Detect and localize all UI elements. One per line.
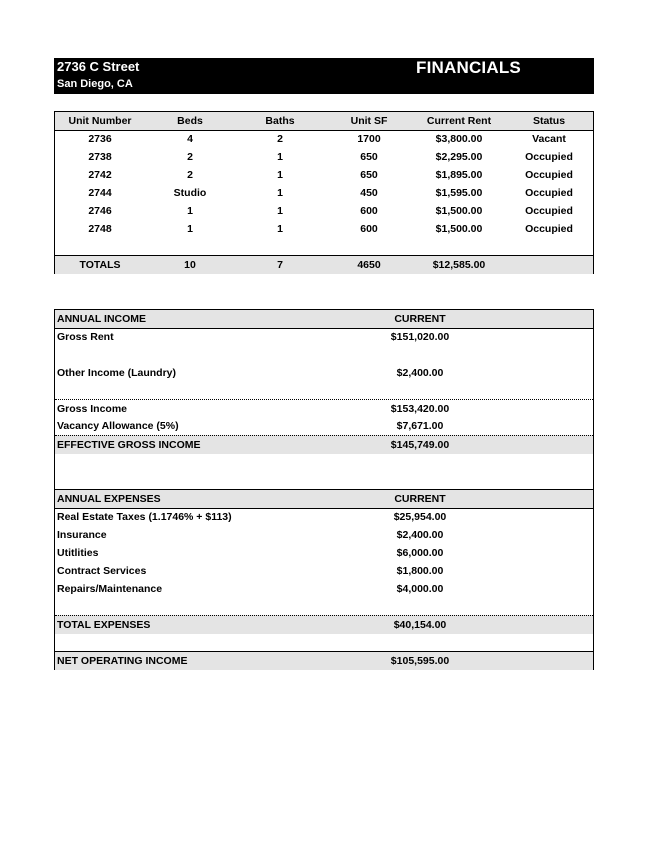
expense-label: Contract Services (57, 565, 147, 577)
expense-value: $2,400.00 (396, 529, 444, 541)
unit-beds: 2 (187, 151, 193, 163)
gross-income-row (55, 399, 593, 418)
total-expenses-value: $40,154.00 (393, 619, 447, 631)
total-expenses-row (55, 615, 593, 634)
unit-baths: 1 (277, 151, 283, 163)
gross-rent-row (55, 328, 593, 346)
unit-rent: $3,800.00 (435, 133, 483, 145)
expense-label: Real Estate Taxes (1.1746% + $113) (57, 511, 232, 523)
table-row (55, 220, 593, 238)
unit-number: 2738 (88, 151, 112, 163)
other-income-row (55, 364, 593, 382)
gross-rent-value: $151,020.00 (390, 331, 450, 343)
income-current-label: CURRENT (394, 313, 446, 325)
unit-table-header (55, 112, 593, 131)
expense-row (55, 508, 593, 526)
unit-number: 2736 (88, 133, 112, 145)
expense-value: $6,000.00 (396, 547, 444, 559)
totals-beds: 10 (184, 259, 196, 271)
expense-value: $1,800.00 (396, 565, 444, 577)
gross-income-label: Gross Income (57, 403, 128, 415)
unit-rent: $1,500.00 (435, 205, 483, 217)
expense-row (55, 580, 593, 598)
unit-rent: $1,500.00 (435, 223, 483, 235)
col-beds: Beds (177, 115, 203, 127)
egi-label: EFFECTIVE GROSS INCOME (57, 439, 201, 451)
property-address: 2736 C Street (57, 59, 140, 74)
unit-number: 2746 (88, 205, 112, 217)
unit-beds: Studio (173, 187, 207, 199)
expense-row (55, 544, 593, 562)
unit-sf: 600 (360, 223, 378, 235)
unit-rent: $2,295.00 (435, 151, 483, 163)
table-row (55, 202, 593, 220)
gross-rent-label: Gross Rent (57, 331, 114, 343)
unit-status: Occupied (525, 151, 573, 163)
unit-sf: 450 (360, 187, 378, 199)
vacancy-value: $7,671.00 (396, 420, 444, 432)
unit-sf: 650 (360, 169, 378, 181)
gross-income-value: $153,420.00 (390, 403, 450, 415)
unit-number: 2742 (88, 169, 112, 181)
total-expenses-label: TOTAL EXPENSES (57, 619, 151, 631)
table-row (55, 166, 593, 184)
financials-table (54, 309, 594, 670)
expenses-heading: ANNUAL EXPENSES (57, 493, 161, 505)
unit-number: 2744 (88, 187, 112, 199)
totals-rent: $12,585.00 (432, 259, 486, 271)
other-income-value: $2,400.00 (396, 367, 444, 379)
page-title: FINANCIALS (416, 58, 521, 77)
unit-beds: 2 (187, 169, 193, 181)
vacancy-row (55, 417, 593, 435)
vacancy-label: Vacancy Allowance (5%) (57, 420, 179, 432)
totals-sf: 4650 (357, 259, 381, 271)
unit-status: Occupied (525, 187, 573, 199)
income-heading: ANNUAL INCOME (57, 313, 147, 325)
unit-baths: 1 (277, 169, 283, 181)
expenses-header (55, 489, 593, 509)
expense-label: Utitlities (57, 547, 99, 559)
unit-beds: 4 (187, 133, 193, 145)
unit-rent: $1,595.00 (435, 187, 483, 199)
unit-beds: 1 (187, 205, 193, 217)
unit-status: Vacant (532, 133, 566, 145)
col-current-rent: Current Rent (426, 115, 492, 127)
unit-baths: 1 (277, 205, 283, 217)
col-baths: Baths (265, 115, 295, 127)
noi-row (55, 651, 593, 670)
expense-value: $25,954.00 (393, 511, 447, 523)
unit-beds: 1 (187, 223, 193, 235)
egi-value: $145,749.00 (390, 439, 450, 451)
noi-label: NET OPERATING INCOME (57, 655, 188, 667)
unit-baths: 1 (277, 187, 283, 199)
property-city: San Diego, CA (57, 78, 133, 90)
col-status: Status (532, 115, 566, 127)
noi-value: $105,595.00 (390, 655, 450, 667)
totals-label: TOTALS (79, 259, 121, 271)
other-income-label: Other Income (Laundry) (57, 367, 177, 379)
table-row (55, 130, 593, 148)
expense-row (55, 526, 593, 544)
expense-row (55, 562, 593, 580)
income-header (55, 310, 593, 329)
expenses-current-label: CURRENT (394, 493, 446, 505)
totals-baths: 7 (277, 259, 283, 271)
expense-label: Repairs/Maintenance (57, 583, 163, 595)
unit-status: Occupied (525, 205, 573, 217)
unit-sf: 650 (360, 151, 378, 163)
unit-sf: 600 (360, 205, 378, 217)
col-unit-sf: Unit SF (350, 115, 388, 127)
unit-table (54, 111, 594, 274)
egi-row (55, 435, 593, 454)
unit-baths: 2 (277, 133, 283, 145)
unit-rent: $1,895.00 (435, 169, 483, 181)
unit-baths: 1 (277, 223, 283, 235)
col-unit-number: Unit Number (68, 115, 132, 127)
expense-value: $4,000.00 (396, 583, 444, 595)
expense-label: Insurance (57, 529, 107, 541)
unit-number: 2748 (88, 223, 112, 235)
totals-row (55, 255, 593, 274)
table-row (55, 148, 593, 166)
unit-status: Occupied (525, 169, 573, 181)
unit-status: Occupied (525, 223, 573, 235)
table-row (55, 184, 593, 202)
header-bar (54, 58, 594, 94)
unit-sf: 1700 (357, 133, 381, 145)
